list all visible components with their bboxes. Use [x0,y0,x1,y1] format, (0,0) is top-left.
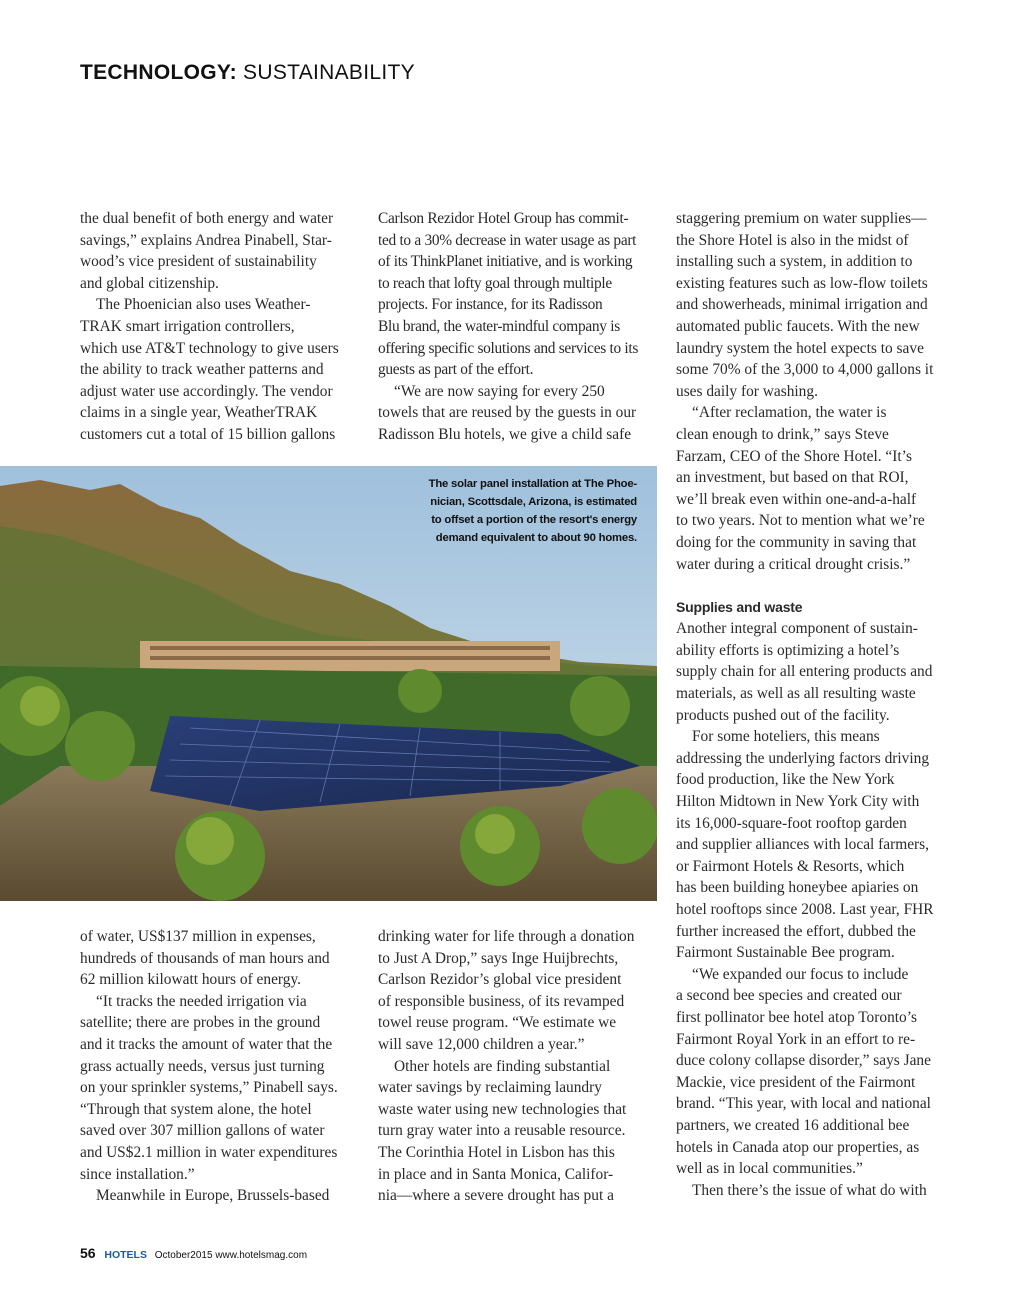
page-number: 56 [80,1245,96,1261]
text-line: savings,” explains Andrea Pinabell, Star- [80,231,332,249]
text-line: uses daily for washing. [676,382,818,400]
subhead-supplies-and-waste: Supplies and waste [676,598,803,615]
text-line: of responsible business, of its revamped [378,992,625,1010]
text-line: installing such a system, in addition to [676,253,913,271]
text-line: will save 12,000 children a year.” [378,1035,585,1053]
text-line: some 70% of the 3,000 to 4,000 gallons it [676,361,934,379]
text-line: guests as part of the effort. [378,361,534,379]
text-line: Carlson Rezidor’s global vice president [378,971,622,989]
text-line: clean enough to drink,” says Steve [676,425,889,443]
text-line: of its ThinkPlanet initiative, and is working [378,253,633,271]
text-line: and showerheads, minimal irrigation and [676,296,928,314]
text-line: hotels in Canada atop our properties, as [676,1138,920,1156]
caption-line: The solar panel installation at The Phoe- [428,478,637,490]
text-line: duce colony collapse disorder,” says Jane [676,1052,931,1070]
text-line: Farzam, CEO of the Shore Hotel. “It’s [676,447,912,465]
text-line: Radisson Blu hotels, we give a child safe [378,425,632,443]
text-line: adjust water use accordingly. The vendor [80,382,333,400]
column-3 [676,208,956,1201]
magazine-name: HOTELS [104,1249,147,1261]
text-line: towels that are reused by the guests in our [378,404,637,422]
text-line: doing for the community in saving that [676,533,917,551]
text-line: “It tracks the needed irrigation via [96,992,307,1010]
text-line: to two years. Not to mention what we’re [676,512,925,530]
text-line: water during a critical drought crisis.” [676,555,911,573]
text-line: Mackie, vice president of the Fairmont [676,1073,916,1091]
section-label: TECHNOLOGY: [80,61,237,84]
text-line: of water, US$137 million in expenses, [80,928,316,945]
text-line: ability efforts is optimizing a hotel’s [676,641,900,659]
text-line: Other hotels are finding substantial [394,1057,611,1075]
text-line: automated public faucets. With the new [676,317,920,335]
text-line: supply chain for all entering products and [676,663,933,681]
text-line: on your sprinkler systems,” Pinabell says. [80,1079,338,1097]
text-line: further increased the effort, dubbed the [676,922,916,940]
text-line: offering specific solutions and services to its [378,339,639,357]
text-line: brand. “This year, with local and national [676,1095,931,1113]
text-line: food production, like the New York [676,771,895,789]
text-line: “We expanded our focus to include [692,965,909,983]
column-1-bottom [80,926,352,1207]
text-line: in place and in Santa Monica, Califor- [378,1165,614,1183]
column-2-top [378,208,653,446]
text-line: “Through that system alone, the hotel [80,1100,312,1118]
text-line: towel reuse program. “We estimate we [378,1014,617,1032]
photo-caption [417,475,637,547]
text-line: The Corinthia Hotel in Lisbon has this [378,1143,615,1161]
column-2-bottom [378,926,653,1207]
text-line: drinking water for life through a donation [378,928,635,945]
paragraph-gap [676,575,956,597]
page-footer [80,1245,307,1261]
text-line: and US$2.1 million in water expenditures [80,1143,338,1161]
issue-and-website: October2015 www.hotelsmag.com [154,1250,308,1261]
text-line: materials, as well as all resulting waste [676,685,916,703]
column-1-top [80,208,352,446]
text-line: waste water using new technologies that [378,1100,627,1118]
text-line: has been building honeybee apiaries on [676,879,919,897]
text-line: addressing the underlying factors driving [676,749,930,767]
text-line: or Fairmont Hotels & Resorts, which [676,857,905,875]
text-line: staggering premium on water supplies— [676,210,927,227]
text-line: products pushed out of the facility. [676,706,890,724]
text-line: and it tracks the amount of water that the [80,1035,333,1053]
text-line: “After reclamation, the water is [692,404,887,422]
text-line: wood’s vice president of sustainability [80,253,317,271]
text-line: hundreds of thousands of man hours and [80,949,330,967]
caption-line: demand equivalent to about 90 homes. [435,532,637,544]
text-line: the dual benefit of both energy and water [80,210,334,227]
text-line: TRAK smart irrigation controllers, [80,317,295,335]
section-header [80,61,415,85]
text-line: Blu brand, the water-mindful company is [378,317,620,335]
caption-line: to offset a portion of the resort's energy [431,514,637,526]
text-line: partners, we created 16 additional bee [676,1116,910,1134]
text-line: Meanwhile in Europe, Brussels-based [96,1187,330,1205]
text-line: the Shore Hotel is also in the midst of [676,231,909,249]
caption-line: nician, Scottsdale, Arizona, is estimated [430,496,637,508]
text-line: an investment, but based on that ROI, [676,469,909,487]
text-line: Fairmont Sustainable Bee program. [676,944,895,962]
text-line: claims in a single year, WeatherTRAK [80,404,318,422]
text-line: a second bee species and created our [676,987,902,1005]
resort-solar-photo [0,466,657,901]
text-line: to reach that lofty goal through multiple [378,274,612,292]
text-line: “We are now saying for every 250 [394,382,605,400]
text-line: For some hoteliers, this means [692,728,880,746]
text-line: Hilton Midtown in New York City with [676,793,920,811]
text-line: its 16,000-square-foot rooftop garden [676,814,907,832]
text-line: the ability to track weather patterns and [80,361,324,379]
text-line: saved over 307 million gallons of water [80,1122,325,1140]
text-line: laundry system the hotel expects to save [676,339,924,357]
text-line: water savings by reclaiming laundry [378,1079,602,1097]
text-line: first pollinator bee hotel atop Toronto’s [676,1008,917,1026]
text-line: Carlson Rezidor Hotel Group has commit- [378,210,629,227]
text-line: since installation.” [80,1165,195,1183]
text-line: 62 million kilowatt hours of energy. [80,971,301,989]
text-line: nia—where a severe drought has put a [378,1187,614,1205]
text-line: well as in local communities.” [676,1160,863,1178]
text-line: and global citizenship. [80,274,219,292]
section-topic: SUSTAINABILITY [243,61,415,84]
text-line: The Phoenician also uses Weather- [96,296,311,314]
text-line: grass actually needs, versus just turning [80,1057,325,1075]
text-line: turn gray water into a reusable resource. [378,1122,626,1140]
text-line: we’ll break even within one-and-a-half [676,490,917,508]
text-line: Fairmont Royal York in an effort to re- [676,1030,916,1048]
text-line: ted to a 30% decrease in water usage as part [378,231,637,249]
text-line: customers cut a total of 15 billion gallons [80,425,336,443]
text-line: to Just A Drop,” says Inge Huijbrechts, [378,949,619,967]
text-line: Another integral component of sustain- [676,620,918,638]
text-line: Then there’s the issue of what do with [692,1181,927,1199]
text-line: existing features such as low-flow toilets [676,274,928,292]
text-line: and supplier alliances with local farmers, [676,836,929,854]
text-line: projects. For instance, for its Radisson [378,296,603,314]
text-line: hotel rooftops since 2008. Last year, FHR [676,901,934,918]
text-line: satellite; there are probes in the ground [80,1014,321,1032]
text-line: which use AT&T technology to give users [80,339,339,357]
